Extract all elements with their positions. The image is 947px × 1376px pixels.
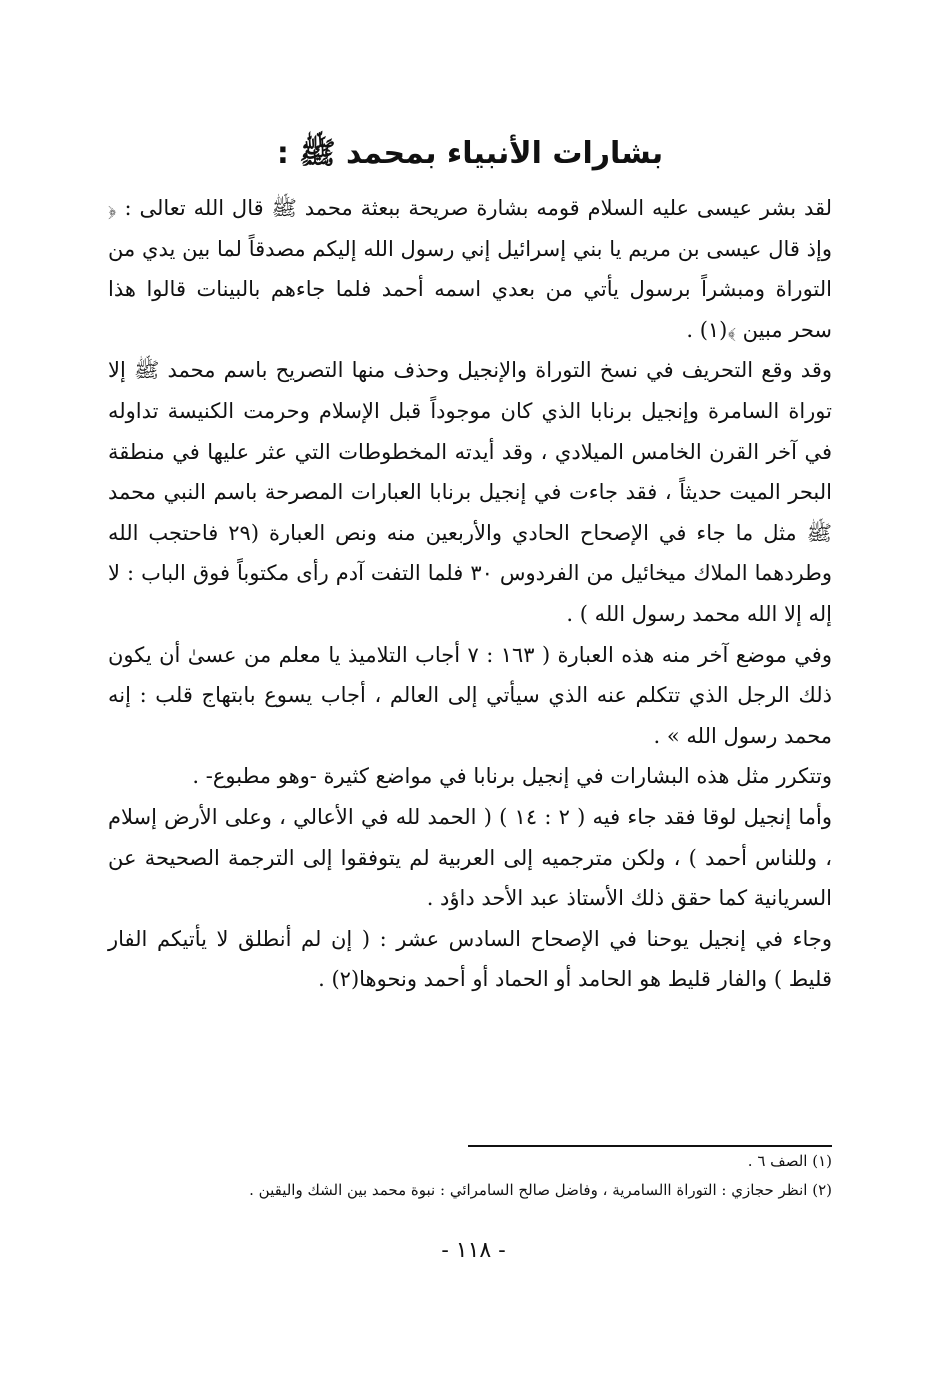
- paragraph-3: وفي موضع آخر منه هذه العبارة ( ١٦٣ : ٧ أجاب التلاميذ يا معلم من عسىٰ أن يكون ذلك الرجل الذي تتكلم عنه الذي سيأتي إلى العالم ، أجاب يسوع بابتهاج قلب : إنه محمد رسول الله » .: [108, 642, 832, 748]
- body-text: [108, 188, 832, 1000]
- footnote-2: (٢) انظر حجازي : التوراة االسامرية ، وفاضل صالح السامرائي : نبوة محمد بين الشك واليقين .: [249, 1181, 832, 1199]
- paragraph-6: وجاء في إنجيل يوحنا في الإصحاح السادس عشر : ( إن لم أنطلق لا يأتيكم الفار قليط ) والفار قليط هو الحامد أو الحماد أو أحمد ونحوها(٢) .: [108, 926, 832, 992]
- paragraph-1: لقد بشر عيسى عليه السلام قومه بشارة صريحة ببعثة محمد ﷺ قال الله تعالى : ﴿ وإذ قال عيسى بن مريم يا بني إسرائيل إني رسول الله إليكم مصدقاً لما بين يدي من التوراة ومبشراً برسول يأتي من بعدي اسمه أحمد فلما جاءهم بالبينات قالوا هذا سحر مبين ﴾(١) .: [108, 196, 832, 342]
- page-number: - ١١٨ -: [441, 1238, 506, 1263]
- paragraph-4: وتتكرر مثل هذه البشارات في إنجيل برنابا في مواضع كثيرة -وهو مطبوع- .: [192, 764, 832, 789]
- footnotes: [108, 1145, 832, 1205]
- footnote-1: (١) الصف ٦ .: [747, 1152, 832, 1170]
- paragraph-5: وأما إنجيل لوقا فقد جاء فيه ( ٢ : ١٤ ) ( الحمد لله في الأعالي ، وعلى الأرض إسلام ، وللناس أحمد ) ، ولكن مترجميه إلى العربية لم يتوفقوا إلى الترجمة الصحيحة عن السريانية كما حقق ذلك الأستاذ عبد الأحد داؤد .: [108, 804, 832, 911]
- page-content: [108, 130, 832, 1000]
- paragraph-2: وقد وقع التحريف في نسخ التوراة والإنجيل وحذف منها التصريح باسم محمد ﷺ إلا توراة السامرة وإنجيل برنابا الذي كان موجوداً قبل الإسلام وحرمت الكنيسة تداوله في آخر القرن الخامس الميلادي ، وقد أيدته المخطوطات التي عثر عليها في منطقة البحر الميت حديثاً ، فقد جاءت في إنجيل برنابا العبارات المصرحة باسم النبي محمد ﷺ مثل ما جاء في الإصحاح الحادي والأربعين منه ونص العبارة (٢٩ فاحتجب الله وطردهما الملاك ميخائيل من الفردوس ٣٠ فلما التفت آدم رأى مكتوباً فوق الباب : لا إله إلا الله محمد رسول الله ) .: [108, 358, 832, 626]
- section-heading: بشارات الأنبياء بمحمد ﷺ :: [276, 136, 664, 171]
